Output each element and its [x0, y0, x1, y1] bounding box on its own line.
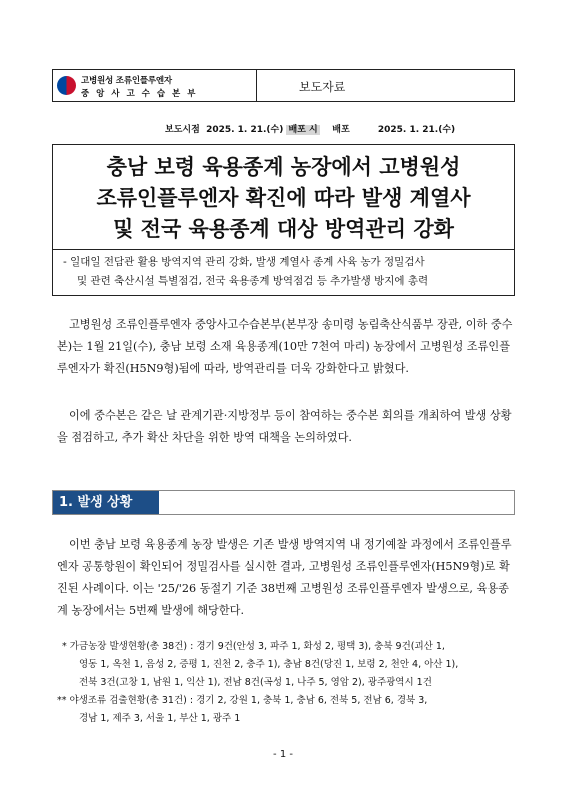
subheadline-line2: 및 관련 축산시설 특별점검, 전국 육용종계 방역점검 등 추가발생 방지에 총력: [77, 275, 429, 287]
org-name-line2: 중 앙 사 고 수 습 본 부: [81, 89, 198, 99]
intro-paragraph: 고병원성 조류인플루엔자 중앙사고수습본부(본부장 송미령 농림축산식품부 장관, 이하 중수본)는 1월 21일(수), 충남 보령 소재 육용종계(10만 7천여 마리) 농장에서 고병원성 조류인플루엔자가 확진(H5N9형)됨에 따라, 방역관리를 더욱 강화한다고 밝혔다.: [57, 318, 513, 375]
subheadline-box: [52, 250, 515, 296]
dateline: [165, 122, 455, 135]
wild-bird-note: ** 야생조류 검출현황(총 31건) : 경기 2, 강원 1, 충북 1, 충남 6, 전북 5, 전남 6, 경북 3, 경남 1, 제주 3, 서울 1, 부산 1, 광주 1: [57, 695, 428, 724]
meeting-paragraph: 이에 중수본은 같은 날 관계기관·지방정부 등이 참여하는 중수본 회의를 개최하여 발생 상황을 점검하고, 추가 확산 차단을 위한 방역 대책을 논의하였다.: [57, 409, 512, 444]
distribution-label: 배포: [332, 125, 350, 135]
document-type: 보도자료: [299, 80, 346, 94]
section-heading-label: 1. 발생 상황: [53, 491, 159, 514]
headline-box: [52, 144, 515, 250]
page-number: - 1 -: [273, 749, 293, 760]
outbreak-paragraph: 이번 충남 보령 육용종계 농장 발생은 기존 발생 방역지역 내 정기예찰 과정에서 조류인플루엔자 공통항원이 확인되어 정밀검사를 실시한 결과, 고병원성 조류인플루엔자(H5N9형)로 확진된 사례이다. 이는 '25/'26 동절기 기준 38번째 고병원성 조류인플루엔자 발생으로, 육용종계 농장에서는 5번째 발생에 해당한다.: [57, 538, 512, 617]
farm-outbreak-note: * 가금농장 발생현황(총 38건) : 경기 9건(안성 3, 파주 1, 화성 2, 평택 3), 충북 9건(괴산 1, 영동 1, 옥천 1, 음성 2, 증평 1, 진천 2, 충주 1), 충남 8건(당진 1, 보령 2, 천안 4, 아산 1), 전북 3건(고창 1, 남원 1, 익산 1), 전남 8건(곡성 1, 나주 5, 영암 2), 광주광역시 1건: [62, 641, 459, 688]
headline-line1: 충남 보령 육용종계 농장에서 고병원성: [106, 154, 461, 179]
header-divider: [256, 70, 257, 101]
distribution-date: 2025. 1. 21.(수): [377, 125, 456, 135]
report-time-label: 보도시점: [165, 125, 200, 135]
headline-line2: 조류인플루엔자 확진에 따라 발생 계열사: [96, 185, 471, 210]
report-time-date: 2025. 1. 21.(수): [206, 125, 284, 135]
org-name-line1: 고병원성 조류인플루엔자: [81, 76, 172, 86]
report-time-note: 배포 시: [288, 125, 318, 135]
headline-line3: 및 전국 육용종계 대상 방역관리 강화: [113, 216, 454, 241]
header-box: [52, 69, 515, 102]
government-emblem-icon: [57, 76, 76, 95]
subheadline-line1: - 일대일 전담관 활용 방역지역 관리 강화, 발생 계열사 종계 사육 농가 정밀검사: [63, 256, 425, 268]
section-heading-outbreak: [52, 490, 515, 515]
